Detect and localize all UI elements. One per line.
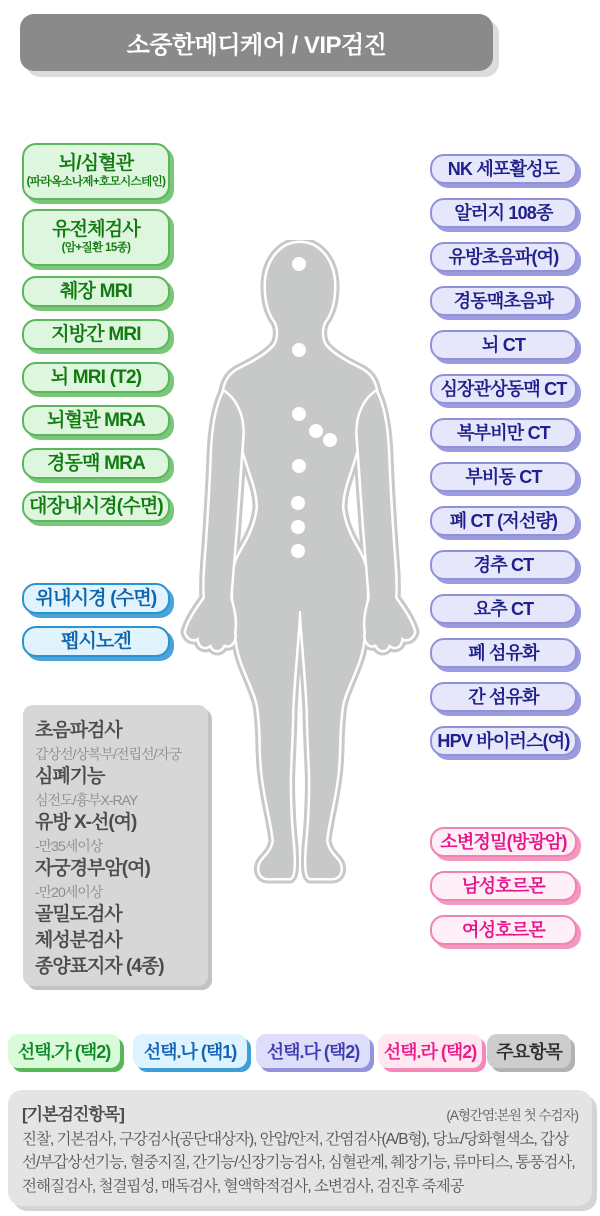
legend-badge-gray: 주요항목 — [487, 1034, 571, 1068]
checkup-item-label: 뇌/심혈관 — [58, 153, 134, 175]
right-pink-button-group — [430, 827, 577, 959]
checkup-item-pill — [430, 827, 577, 857]
checkup-item-label: 뇌혈관 MRA — [46, 410, 145, 431]
basic-checkup-heading: [기본검진항목] — [22, 1105, 124, 1124]
basic-checkup-note: (A형간염:본원 첫 수검자) — [446, 1108, 578, 1123]
left-green-button-group — [22, 143, 170, 534]
checkup-item-pill — [430, 682, 577, 712]
body-silhouette-figure — [178, 240, 422, 890]
checkup-item-pill — [22, 626, 170, 657]
legend-badge-pink: 선택.라 (택2) — [378, 1034, 482, 1068]
checkup-item-label: HPV 바이러스(여) — [437, 731, 570, 751]
checkup-item-label: 남성호르몬 — [462, 876, 545, 896]
checkup-item-label: 경동맥초음파 — [453, 291, 554, 311]
checkup-item-label: 위내시경 (수면) — [35, 588, 157, 609]
major-item-subtitle: 심전도/흉부X-RAY — [35, 792, 138, 808]
legend-badge-green: 선택.가 (택2) — [8, 1034, 120, 1068]
checkup-item-pill — [430, 462, 577, 492]
body-dot — [291, 520, 305, 534]
body-dot — [292, 343, 306, 357]
checkup-item-label: 대장내시경(수면) — [29, 496, 163, 517]
body-dot — [291, 496, 305, 510]
checkup-item-pill — [430, 871, 577, 901]
checkup-item-pill — [22, 276, 170, 307]
checkup-item-label: 요추 CT — [473, 599, 534, 619]
checkup-item-pill — [430, 506, 577, 536]
checkup-item-pill — [22, 448, 170, 479]
poster-title-bar — [20, 14, 493, 71]
major-item-title: 종양표지자 (4종) — [35, 956, 164, 977]
checkup-item-pill — [430, 594, 577, 624]
checkup-item-pill — [430, 374, 577, 404]
checkup-item-label: 경동맥 MRA — [46, 453, 145, 474]
checkup-item-label: 췌장 MRI — [59, 281, 132, 302]
major-item-subtitle: 갑상선/상복부/전립선/자궁 — [35, 746, 182, 762]
right-purple-button-group — [430, 154, 577, 770]
checkup-item-pill — [430, 198, 577, 228]
body-dot — [292, 459, 306, 473]
basic-checkup-panel — [8, 1090, 592, 1206]
poster-title: 소중한메디케어 / VIP검진 — [126, 32, 387, 59]
checkup-item-label: 부비동 CT — [465, 467, 542, 487]
checkup-item-pill — [22, 362, 170, 393]
checkup-item-pill — [22, 209, 170, 266]
checkup-item-pill — [430, 638, 577, 668]
basic-checkup-header — [22, 1100, 578, 1125]
checkup-item-label: 경추 CT — [473, 555, 534, 575]
legend-badge-blue: 선택.나 (택1) — [133, 1034, 247, 1068]
major-item-title: 심폐기능 — [35, 766, 105, 787]
checkup-item-label: 복부비만 CT — [457, 423, 550, 443]
checkup-item-pill — [22, 143, 170, 200]
body-dot — [291, 544, 305, 558]
checkup-item-pill — [22, 405, 170, 436]
major-item-subtitle: -만35세이상 — [35, 838, 103, 854]
major-item-title: 유방 X-선(여) — [35, 812, 137, 833]
checkup-item-pill — [430, 330, 577, 360]
major-item-title: 체성분검사 — [35, 930, 122, 951]
major-item-title: 자궁경부암(여) — [35, 858, 150, 879]
body-silhouette-svg — [178, 240, 422, 890]
basic-checkup-body-text: 진찰, 기본검사, 구강검사(공단대상자), 안압/안저, 간염검사(A/B형), 당뇨/당화혈색소, 갑상선/부갑상선기능, 혈중지질, 간기능/신장기능검사, 심혈관계, 췌장기능, 류마티스, 통풍검사, 전해질검사, 철결핍성, 매독검사, 혈액학적검사, 소변검사, 검진후 죽제공 — [22, 1131, 575, 1195]
checkup-item-label: NK 세포활성도 — [447, 159, 560, 179]
body-dot — [309, 424, 323, 438]
checkup-item-label: 뇌 MRI (T2) — [50, 367, 142, 388]
checkup-item-label: 알러지 108종 — [454, 203, 553, 223]
checkup-item-sublabel: (암+질환 15종) — [61, 242, 131, 255]
checkup-item-label: 유방초음파(여) — [448, 247, 559, 267]
major-item-title: 초음파검사 — [35, 720, 122, 741]
checkup-item-pill — [430, 418, 577, 448]
checkup-item-pill — [22, 319, 170, 350]
major-item-title: 골밀도검사 — [35, 904, 122, 925]
checkup-item-pill — [430, 726, 577, 756]
checkup-item-pill — [430, 915, 577, 945]
body-dot — [292, 257, 306, 271]
checkup-item-pill — [430, 286, 577, 316]
checkup-item-label: 펩시노겐 — [60, 631, 132, 652]
checkup-item-label: 폐 섬유화 — [468, 643, 539, 663]
checkup-item-pill — [430, 242, 577, 272]
body-dot — [323, 433, 337, 447]
checkup-item-label: 심장관상동맥 CT — [440, 379, 567, 399]
checkup-item-label: 유전체검사 — [52, 219, 140, 241]
left-blue-button-group — [22, 583, 170, 669]
major-item-subtitle: -만20세이상 — [35, 884, 103, 900]
body-dot — [292, 407, 306, 421]
checkup-item-label: 뇌 CT — [481, 335, 526, 355]
checkup-item-pill — [430, 550, 577, 580]
checkup-item-pill — [22, 491, 170, 522]
checkup-item-label: 여성호르몬 — [462, 920, 545, 940]
legend-badge-purple: 선택.다 (택2) — [256, 1034, 370, 1068]
checkup-item-pill — [22, 583, 170, 614]
checkup-item-label: 폐 CT (저선량) — [449, 511, 558, 531]
checkup-item-label: 소변정밀(방광암) — [440, 832, 567, 852]
checkup-item-pill — [430, 154, 577, 184]
checkup-item-label: 지방간 MRI — [51, 324, 141, 345]
checkup-item-label: 간 섬유화 — [468, 687, 539, 707]
checkup-item-sublabel: (파라옥소나제+호모시스테인) — [26, 176, 166, 189]
major-items-panel — [23, 705, 208, 986]
